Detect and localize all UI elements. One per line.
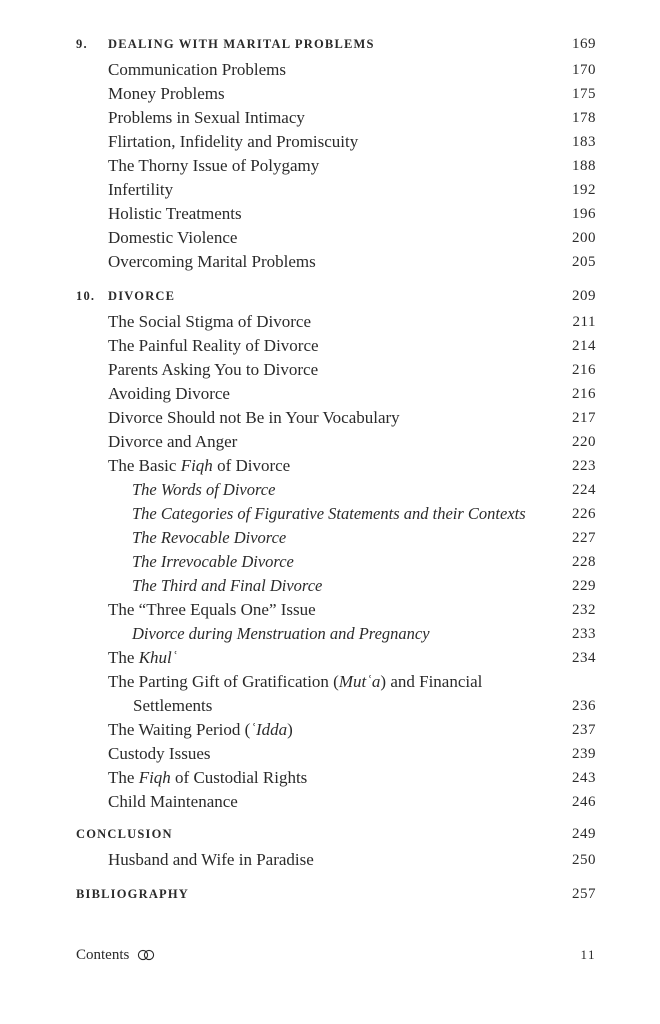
chapter-title: DEALING WITH MARITAL PROBLEMS (108, 37, 375, 51)
toc-entry (0, 154, 660, 178)
toc-subentry (0, 478, 660, 502)
toc-entry-page: 216 (572, 362, 596, 378)
toc-entry-page: 243 (572, 770, 596, 786)
toc-entry-title (108, 646, 177, 670)
toc-entry (0, 358, 660, 382)
toc-entry-title: Problems in Sexual Intimacy (108, 108, 305, 127)
chapter-title: DIVORCE (108, 289, 176, 303)
toc-chapter (0, 822, 660, 846)
toc-entry (0, 58, 660, 82)
toc-entry-page: 188 (572, 158, 596, 174)
toc-subentry (0, 574, 660, 598)
toc-entry (0, 106, 660, 130)
title-text: ) (287, 720, 293, 739)
toc-entry-title: Husband and Wife in Paradise (108, 850, 314, 869)
title-italic: ʿIdda (250, 720, 288, 739)
toc-entry-page: 232 (572, 602, 596, 618)
toc-entry-title: The Third and Final Divorce (132, 576, 323, 595)
toc-entry-title: Infertility (108, 180, 174, 199)
toc-entry-title: The Revocable Divorce (132, 528, 287, 547)
toc-entry (0, 430, 660, 454)
toc-entry-page: 196 (572, 206, 596, 222)
toc-entry (0, 82, 660, 106)
toc-entry-title: Money Problems (108, 84, 225, 103)
toc-entry-title: Divorce and Anger (108, 432, 238, 451)
toc-entry-title: The Categories of Figurative Statements and their Contexts (132, 504, 526, 523)
toc-entry-title: The Words of Divorce (132, 480, 276, 499)
toc-entry-title: Flirtation, Infidelity and Promiscuity (108, 132, 359, 151)
toc-entry (0, 670, 660, 694)
toc-entry-title (108, 766, 307, 790)
toc-entry-page: 246 (572, 794, 596, 810)
toc-entry-page: 169 (572, 36, 596, 52)
toc-entry-title: CONCLUSION (76, 827, 173, 841)
toc-entry-title: The Irrevocable Divorce (132, 552, 294, 571)
toc-entry-title: The Social Stigma of Divorce (108, 312, 312, 331)
toc-entry-title: BIBLIOGRAPHY (76, 887, 190, 901)
toc-entry (0, 742, 660, 766)
toc-entry-page: 200 (572, 230, 596, 246)
toc-entry-title: Holistic Treatments (108, 204, 242, 223)
title-text: The Basic (108, 456, 181, 475)
toc-entry-page: 175 (572, 86, 596, 102)
toc-entry (0, 718, 660, 742)
toc-entry (0, 334, 660, 358)
title-text: The Waiting Period ( (108, 720, 251, 739)
toc-entry-title: Communication Problems (108, 60, 287, 79)
toc-entry (0, 790, 660, 814)
toc-entry-page: 211 (572, 314, 596, 330)
title-italic: Fiqh (180, 456, 213, 475)
title-text: The (108, 768, 139, 787)
title-italic: Fiqh (138, 768, 171, 787)
toc-entry-title: Settlements (133, 696, 213, 715)
toc-entry-page: 223 (572, 458, 596, 474)
ornament-icon (137, 946, 155, 968)
running-footer (76, 944, 155, 968)
toc-entry-title: Avoiding Divorce (108, 384, 230, 403)
toc-entry (0, 848, 660, 872)
toc-entry-page: 234 (572, 650, 596, 666)
toc-entry (0, 454, 660, 478)
chapter-number: 10. (76, 289, 96, 303)
toc-subentry (0, 526, 660, 550)
toc-entry-page: 205 (572, 254, 596, 270)
toc-entry-title: Divorce Should not Be in Your Vocabulary (108, 408, 400, 427)
toc-entry-page: 217 (572, 410, 596, 426)
toc-entry-title: The Painful Reality of Divorce (108, 336, 319, 355)
toc-entry-title (108, 454, 290, 478)
toc-entry (0, 130, 660, 154)
toc-entry-title: Parents Asking You to Divorce (108, 360, 319, 379)
toc-entry-title: Domestic Violence (108, 228, 238, 247)
title-text: of Custodial Rights (170, 768, 308, 787)
toc-entry-page: 170 (572, 62, 596, 78)
toc-entry-page: 220 (572, 434, 596, 450)
toc-entry-page: 224 (572, 482, 596, 498)
toc-entry (0, 646, 660, 670)
toc-entry-page: 209 (572, 288, 596, 304)
chapter-number: 9. (76, 37, 88, 51)
toc-entry-page: 233 (572, 626, 596, 642)
toc-chapter (0, 284, 660, 308)
toc-entry (0, 382, 660, 406)
toc-entry-title: Divorce during Menstruation and Pregnancy (132, 624, 430, 643)
toc-entry (0, 226, 660, 250)
toc-entry-page: 178 (572, 110, 596, 126)
toc-entry (0, 250, 660, 274)
toc-entry-page: 236 (572, 698, 596, 714)
toc-entry-title (108, 670, 482, 694)
footer-label: Contents (76, 947, 130, 963)
toc-chapter (0, 32, 660, 56)
toc-entry (0, 202, 660, 226)
toc-entry-page: 257 (572, 886, 596, 902)
toc-entry-continuation (0, 694, 660, 718)
title-text: ) and Financial (380, 672, 483, 691)
toc-entry-page: 250 (572, 852, 596, 868)
toc-entry (0, 178, 660, 202)
toc-entry (0, 766, 660, 790)
toc-entry (0, 406, 660, 430)
toc-entry-page: 239 (572, 746, 596, 762)
toc-subentry (0, 622, 660, 646)
page-number: 11 (580, 947, 596, 962)
toc-entry-page: 183 (572, 134, 596, 150)
title-text: The Parting Gift of Gratification ( (108, 672, 339, 691)
toc-entry-title: The Thorny Issue of Polygamy (108, 156, 320, 175)
toc-entry-page: 249 (572, 826, 596, 842)
title-text: of Divorce (212, 456, 291, 475)
toc-subentry (0, 550, 660, 574)
toc-entry-page: 226 (572, 506, 596, 522)
toc-entry (0, 598, 660, 622)
toc-entry-title (76, 284, 175, 308)
toc-chapter (0, 882, 660, 906)
toc-entry-page: 228 (572, 554, 596, 570)
toc-entry (0, 310, 660, 334)
title-text: The (108, 648, 139, 667)
toc-entry-title: The “Three Equals One” Issue (108, 600, 316, 619)
toc-entry-page: 237 (572, 722, 596, 738)
toc-entry-title (76, 32, 375, 56)
toc-entry-title: Child Maintenance (108, 792, 238, 811)
title-italic: Khulʿ (138, 648, 178, 667)
toc-entry-page: 227 (572, 530, 596, 546)
toc-subentry (0, 502, 660, 526)
title-italic: Mutʿa (338, 672, 381, 691)
toc-entry-page: 229 (572, 578, 596, 594)
toc-entry-page: 216 (572, 386, 596, 402)
toc-entry-page: 192 (572, 182, 596, 198)
toc-entry-title: Custody Issues (108, 744, 211, 763)
toc-entry-page: 214 (572, 338, 596, 354)
toc-entry-title: Overcoming Marital Problems (108, 252, 316, 271)
toc-entry-title (108, 718, 293, 742)
